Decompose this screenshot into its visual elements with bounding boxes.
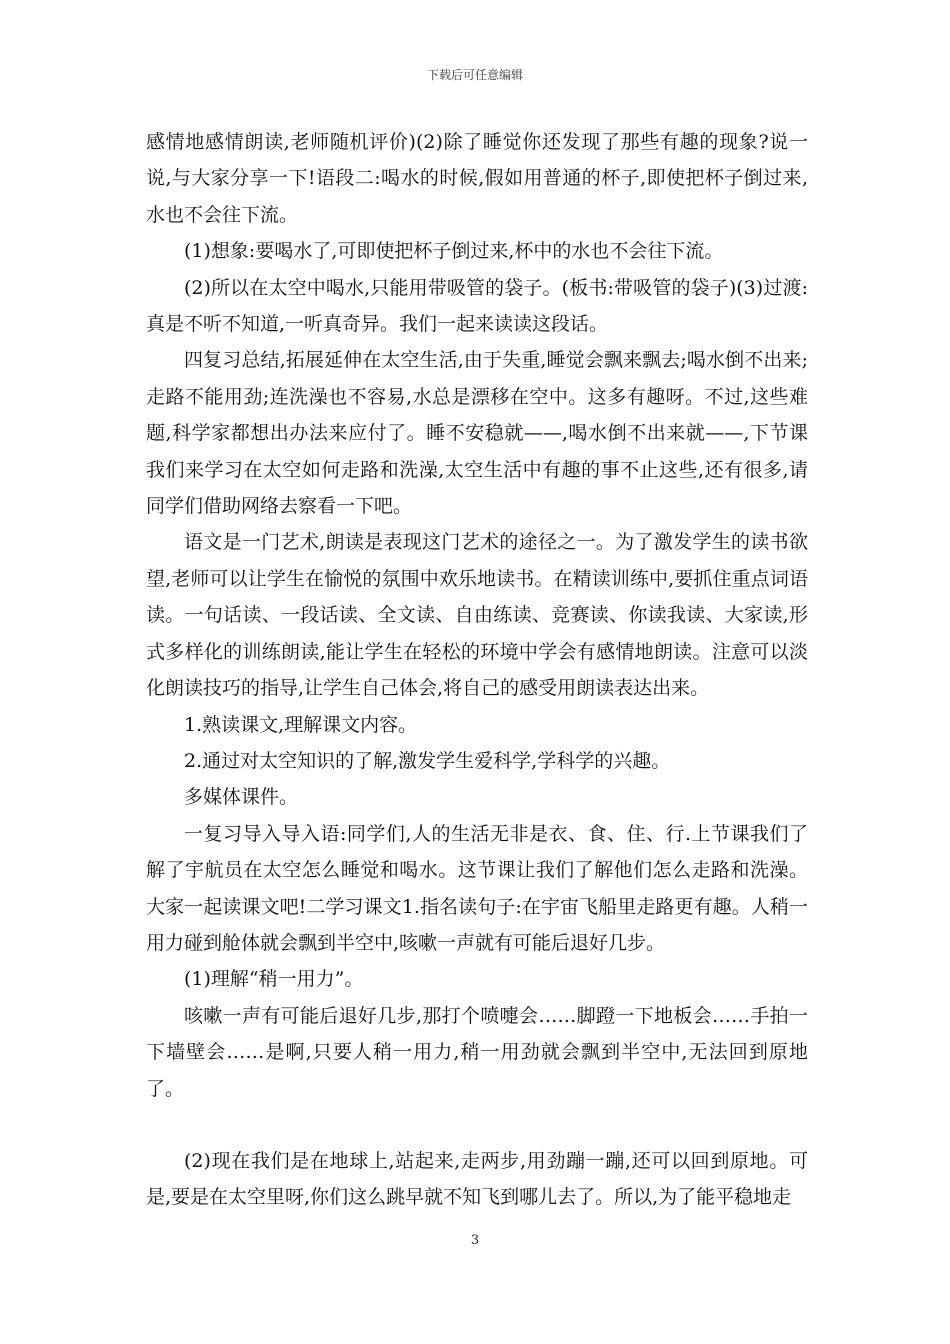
paragraph: (1)理解“稍一用力”。 [184,968,364,991]
paragraph: 多媒体课件。 [184,786,299,809]
paragraph: (1)想象:要喝水了,可即使把杯子倒过来,杯中的水也不会往下流。 [184,240,724,263]
paragraph: 四复习总结,拓展延伸在太空生活,由于失重,睡觉会飘来飘去;喝水倒不出来;走路不能用劲;连洗澡也不容易,水总是漂移在空中。这多有趣呀。不过,这些难题,科学家都想出办法来应付了。睡不安稳就——,喝水倒不出来就——,下节课我们来学习在太空如何走路和洗澡,太空生活中有趣的事不止这些,还有很多,请同学们借助网络去察看一下吧。 [146,349,808,518]
page-number: 3 [470,1233,480,1248]
list-item: 2.通过对太空知识的了解,激发学生爱科学,学科学的兴趣。 [184,749,671,772]
paragraph: (2)所以在太空中喝水,只能用带吸管的袋子。(板书:带吸管的袋子)(3)过渡:真是不听不知道,一听真奇异。我们一起来读读这段话。 [146,276,808,336]
paragraph-spacer [146,1107,808,1143]
list-item: 1.熟读课文,理解课文内容。 [184,713,418,736]
paragraph: 感情地感情朗读,老师随机评价)(2)除了睡觉你还发现了那些有趣的现象?说一说,与大家分享一下!语段二:喝水的时候,假如用普通的杯子,即使把杯子倒过来,水也不会往下流。 [146,131,808,226]
paragraph: 一复习导入导入语:同学们,人的生活无非是衣、食、住、行.上节课我们了解了宇航员在太空怎么睡觉和喝水。这节课让我们了解他们怎么走路和洗澡。大家一起读课文吧!二学习课文1.指名读句子:在宇宙飞船里走路更有趣。人稍一用力碰到舱体就会飘到半空中,咳嗽一声就有可能后退好几步。 [146,822,808,954]
page-header: 下载后可任意编辑 [426,68,523,82]
paragraph: 咳嗽一声有可能后退好几步,那打个喷嚏会……脚蹬一下地板会……手拍一下墙壁会……是啊,只要人稍一用力,稍一用劲就会飘到半空中,无法回到原地了。 [146,1004,808,1100]
paragraph: (2)现在我们是在地球上,站起来,走两步,用劲蹦一蹦,还可以回到原地。可是,要是在太空里呀,你们这么跳早就不知飞到哪儿去了。所以,为了能平稳地走 [146,1149,808,1209]
paragraph: 语文是一门艺术,朗读是表现这门艺术的途径之一。为了激发学生的读书欲望,老师可以让学生在愉悦的氛围中欢乐地读书。在精读训练中,要抓住重点词语读。一句话读、一段话读、全文读、自由练读、竞赛读、你读我读、大家读,形式多样化的训练朗读,能让学生在轻松的环境中学会有感情地朗读。注意可以淡化朗读技巧的指导,让学生自己体会,将自己的感受用朗读表达出来。 [146,531,808,700]
document-body [146,124,808,1216]
